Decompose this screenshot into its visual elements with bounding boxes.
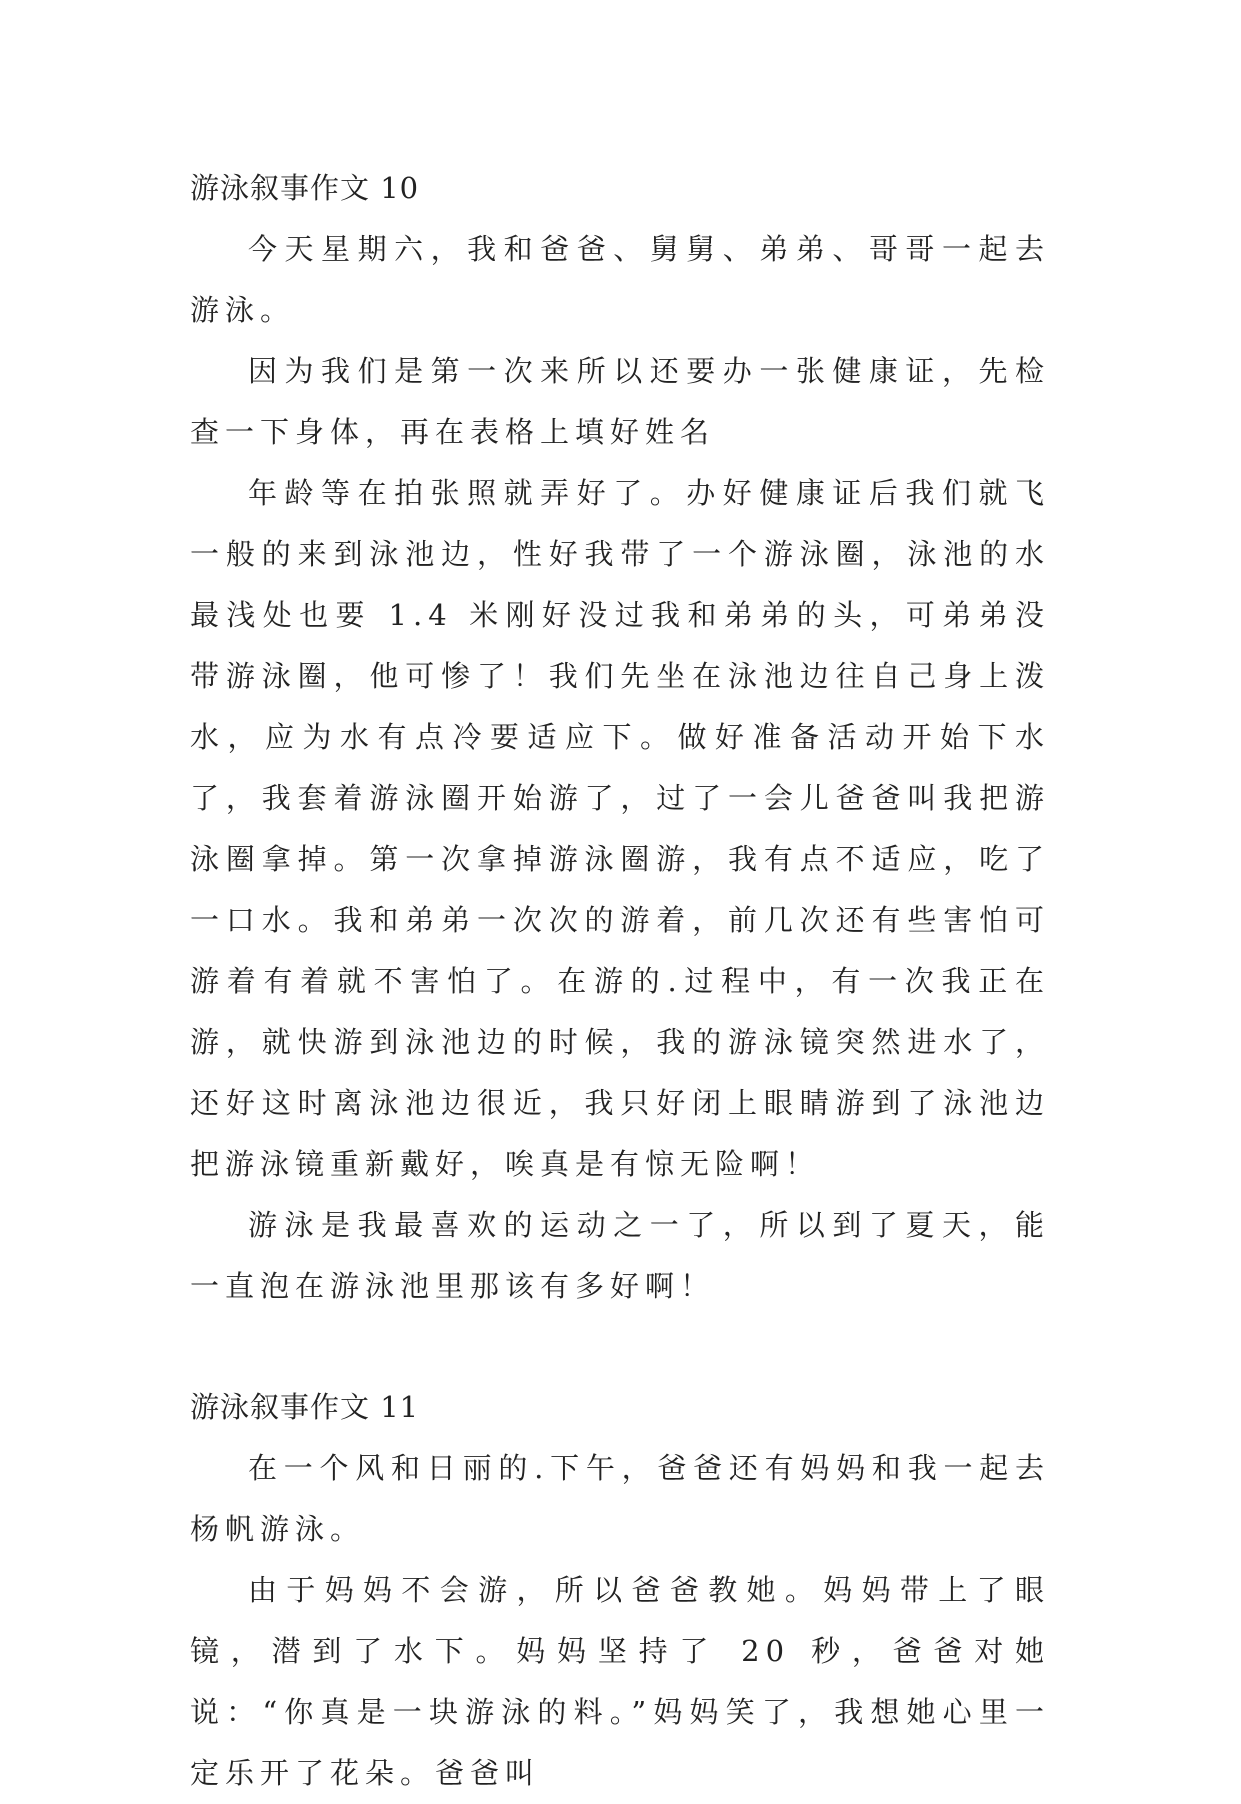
paragraph: 由于妈妈不会游，所以爸爸教她。妈妈带上了眼镜，潜到了水下。妈妈坚持了 20 秒，爸爸对她说：“你真是一块游泳的料。”妈妈笑了，我想她心里一定乐开了花朵。爸爸叫 bbox=[190, 1573, 1050, 1790]
document-body bbox=[190, 158, 1050, 1804]
paragraph: 今天星期六，我和爸爸、舅舅、弟弟、哥哥一起去游泳。 bbox=[190, 232, 1050, 327]
essay-section-11 bbox=[190, 1377, 1050, 1804]
paragraph: 游泳是我最喜欢的运动之一了，所以到了夏天，能一直泡在游泳池里那该有多好啊！ bbox=[190, 1208, 1050, 1303]
essay-title: 游泳叙事作文 11 bbox=[190, 1390, 420, 1424]
paragraph: 在一个风和日丽的.下午，爸爸还有妈妈和我一起去杨帆游泳。 bbox=[190, 1451, 1050, 1546]
essay-section-10 bbox=[190, 158, 1050, 1317]
paragraph: 年龄等在拍张照就弄好了。办好健康证后我们就飞一般的来到泳池边，性好我带了一个游泳圈，泳池的水最浅处也要 1.4 米刚好没过我和弟弟的头，可弟弟没带游泳圈，他可惨了！我们先坐在泳池边往自己身上泼水，应为水有点冷要适应下。做好准备活动开始下水了，我套着游泳圈开始游了，过了一会儿爸爸叫我把游泳圈拿掉。第一次拿掉游泳圈游，我有点不适应，吃了一口水。我和弟弟一次次的游着，前几次还有些害怕可游着有着就不害怕了。在游的.过程中，有一次我正在游，就快游到泳池边的时候，我的游泳镜突然进水了，还好这时离泳池边很近，我只好闭上眼睛游到了泳池边把游泳镜重新戴好，唉真是有惊无险啊！ bbox=[190, 476, 1050, 1181]
essay-title: 游泳叙事作文 10 bbox=[190, 171, 420, 205]
paragraph: 因为我们是第一次来所以还要办一张健康证，先检查一下身体，再在表格上填好姓名 bbox=[190, 354, 1050, 449]
